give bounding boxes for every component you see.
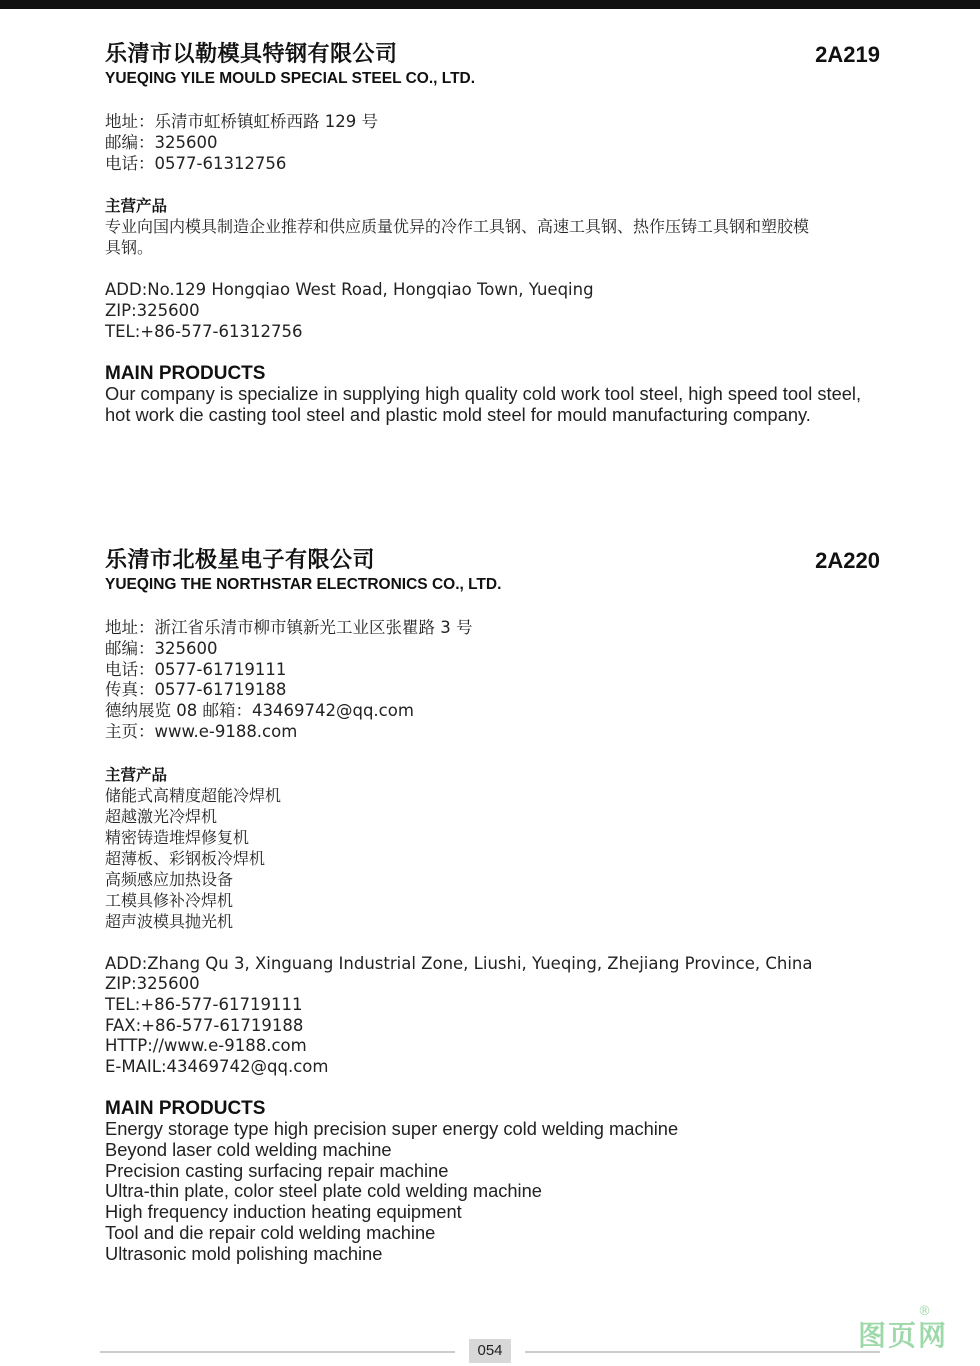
phone-cn: 电话：0577-61312756 — [105, 153, 287, 173]
products-list-en — [105, 1119, 880, 1264]
company-entry-2a219 — [105, 40, 880, 425]
footer-rule-right — [525, 1351, 880, 1353]
top-rule — [0, 0, 980, 9]
phone-en: TEL:+86-577-61312756 — [105, 321, 303, 341]
contact-en — [105, 954, 880, 1078]
contact-cn — [105, 112, 880, 174]
email-cn: 德纳展览 08 邮箱：43469742@qq.com — [105, 701, 414, 721]
company-name-cn: 乐清市以勒模具特钢有限公司 — [105, 42, 398, 67]
address-en: ADD:No.129 Hongqiao West Road, Hongqiao Town, Yueqing — [105, 280, 594, 300]
product-item-cn: 储能式高精度超能冷焊机 — [105, 785, 282, 805]
products-heading-en: MAIN PRODUCTS — [105, 1098, 266, 1120]
registered-mark: ® — [918, 1304, 931, 1319]
products-list-cn — [105, 785, 880, 932]
product-item-cn: 高频感应加热设备 — [105, 869, 234, 889]
zip-en: ZIP:325600 — [105, 300, 200, 320]
product-item-cn: 超声波模具抛光机 — [105, 911, 234, 931]
products-heading-cn: 主营产品 — [105, 765, 168, 784]
company-entry-2a220 — [105, 546, 880, 1264]
email-en: E-MAIL:43469742@qq.com — [105, 1056, 329, 1076]
page-number: 054 — [469, 1339, 511, 1363]
fax-cn: 传真：0577-61719188 — [105, 680, 287, 700]
product-item-cn: 精密铸造堆焊修复机 — [105, 827, 250, 847]
zip-cn: 邮编：325600 — [105, 132, 218, 152]
zip-en: ZIP:325600 — [105, 974, 200, 994]
entry-header — [105, 546, 880, 576]
address-cn: 地址：浙江省乐清市柳市镇新光工业区张瞿路 3 号 — [105, 618, 473, 637]
products-line-cn: 专业向国内模具制造企业推荐和供应质量优异的冷作工具钢、高速工具钢、热作压铸工具钢和塑胶模 — [105, 217, 810, 237]
product-item-en: Tool and die repair cold welding machine — [105, 1221, 436, 1243]
product-item-cn: 超越激光冷焊机 — [105, 806, 218, 826]
product-item-en: Ultrasonic mold polishing machine — [105, 1242, 383, 1264]
product-item-en: Energy storage type high precision super energy cold welding machine — [105, 1118, 679, 1140]
address-cn: 地址：乐清市虹桥镇虹桥西路 129 号 — [105, 112, 378, 131]
products-description-en — [105, 384, 880, 425]
product-item-cn: 超薄板、彩钢板冷焊机 — [105, 848, 266, 868]
products-line-en: hot work die casting tool steel and plastic mold steel for mould manufacturing company. — [105, 403, 811, 425]
product-item-en: Precision casting surfacing repair machine — [105, 1159, 449, 1181]
booth-number: 2A220 — [815, 548, 880, 573]
zip-cn: 邮编：325600 — [105, 638, 218, 658]
entry-header — [105, 40, 880, 70]
phone-en: TEL:+86-577-61719111 — [105, 994, 303, 1014]
watermark-logo: 图页网 — [858, 1319, 949, 1352]
company-name-en: YUEQING YILE MOULD SPECIAL STEEL CO., LTD. — [105, 70, 476, 87]
product-item-cn: 工模具修补冷焊机 — [105, 890, 234, 910]
website-cn: 主页：www.e-9188.com — [105, 721, 298, 741]
products-heading-en: MAIN PRODUCTS — [105, 363, 266, 385]
footer-rule-left — [100, 1351, 455, 1353]
company-name-cn: 乐清市北极星电子有限公司 — [105, 548, 376, 573]
products-description-cn — [105, 216, 880, 258]
website-en: HTTP://www.e-9188.com — [105, 1036, 307, 1056]
booth-number: 2A219 — [815, 42, 880, 67]
contact-cn — [105, 618, 880, 743]
fax-en: FAX:+86-577-61719188 — [105, 1015, 304, 1035]
products-line-cn: 具钢。 — [105, 238, 154, 258]
address-en: ADD:Zhang Qu 3, Xinguang Industrial Zone, Liushi, Yueqing, Zhejiang Province, China — [105, 953, 813, 973]
phone-cn: 电话：0577-61719111 — [105, 659, 287, 679]
company-name-en: YUEQING THE NORTHSTAR ELECTRONICS CO., LTD. — [105, 576, 502, 593]
product-item-en: Beyond laser cold welding machine — [105, 1139, 392, 1161]
product-item-en: High frequency induction heating equipment — [105, 1201, 462, 1223]
products-line-en: Our company is specialize in supplying high quality cold work tool steel, high speed tool steel, — [105, 383, 862, 405]
product-item-en: Ultra-thin plate, color steel plate cold welding machine — [105, 1180, 542, 1202]
contact-en — [105, 280, 880, 342]
products-heading-cn: 主营产品 — [105, 197, 168, 216]
